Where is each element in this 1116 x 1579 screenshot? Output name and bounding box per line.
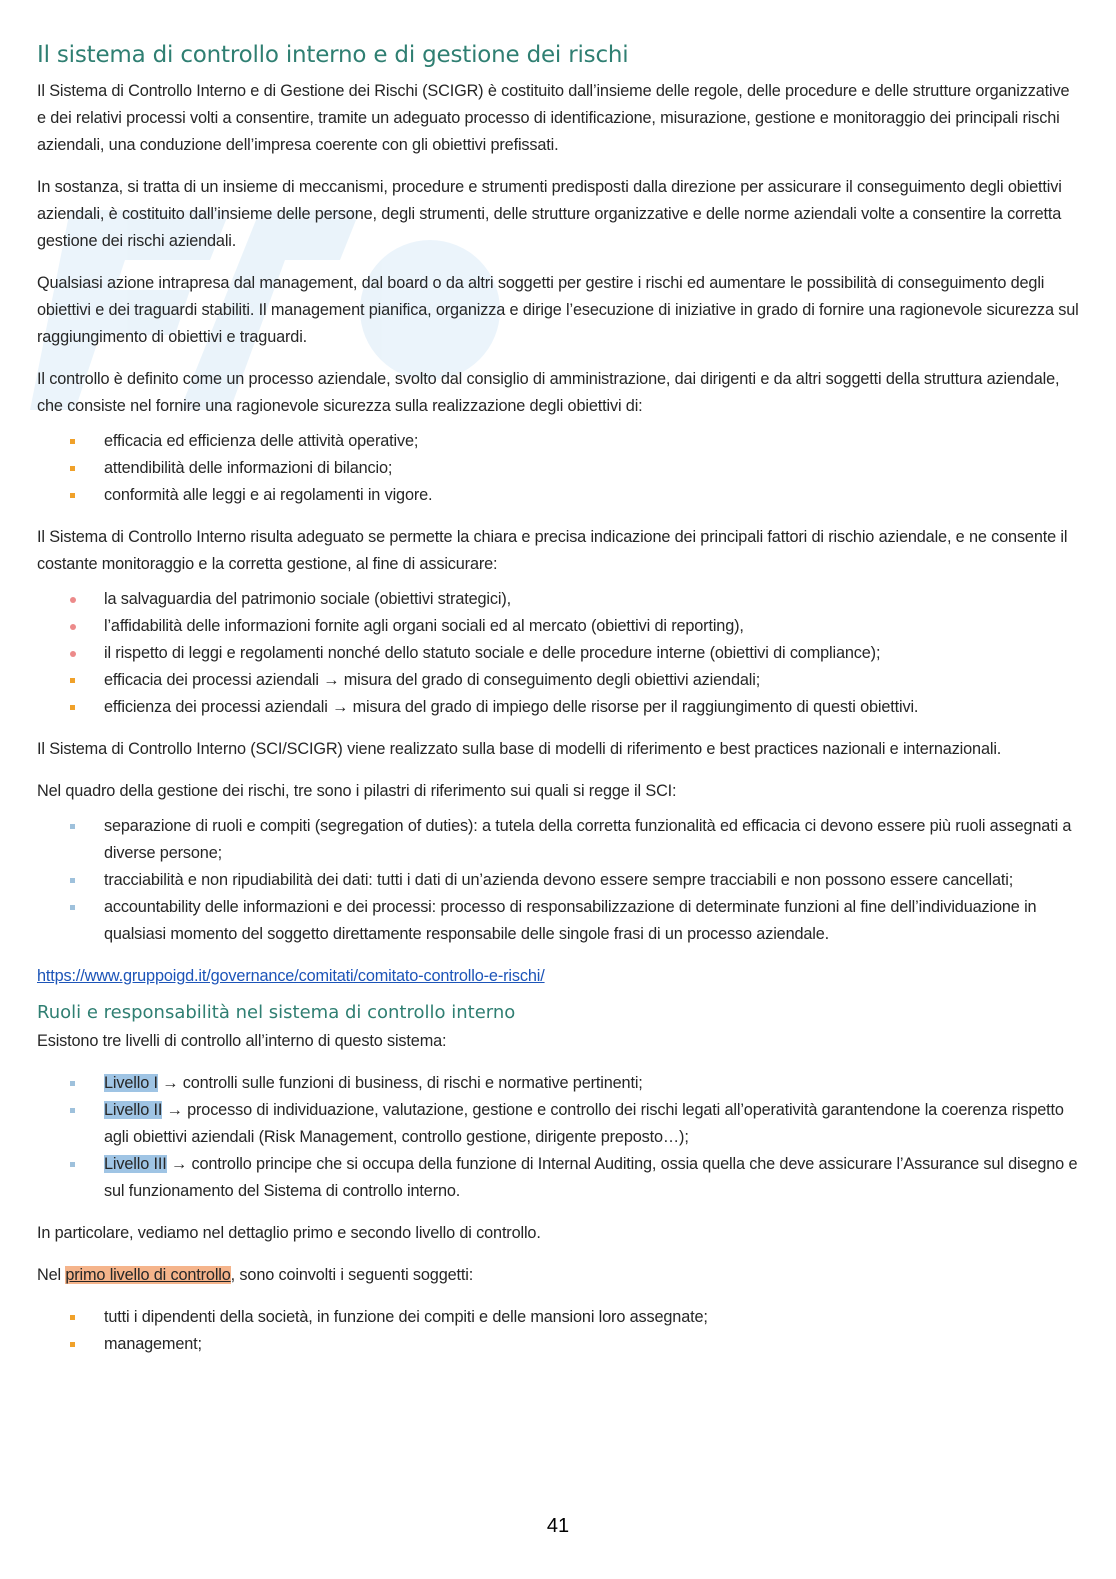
list-item: efficienza dei processi aziendali → misura del grado di impiego delle risorse per il raggiungimento di questi obiettivi.: [37, 694, 1079, 721]
paragraph: Il Sistema di Controllo Interno risulta adeguato se permette la chiara e precisa indicazione dei principali fattori di rischio aziendale, e ne consente il costante monitoraggio e la corretta gestione, al fine di assicurare:: [37, 528, 1068, 573]
list-item: conformità alle leggi e ai regolamenti in vigore.: [37, 482, 1079, 509]
dot-bullet-icon: [70, 624, 76, 630]
list-item: efficacia ed efficienza delle attività operative;: [37, 428, 1079, 455]
square-bullet-icon: [70, 678, 75, 683]
paragraph: In particolare, vediamo nel dettaglio primo e secondo livello di controllo.: [37, 1224, 541, 1242]
paragraph: Qualsiasi azione intrapresa dal management, dal board o da altri soggetti per gestire i rischi ed aumentare le possibilità di conseguimento degli obiettivi e dei traguardi stabiliti. Il management pianifica, organizza e dirige l’esecuzione di iniziative in grado di fornire una ragionevole sicurezza sul raggiungimento di obiettivi e traguardi.: [37, 274, 1079, 346]
paragraph: Il controllo è definito come un processo aziendale, svolto dal consiglio di amministrazione, dai dirigenti e da altri soggetti della struttura aziendale, che consiste nel fornire una ragionevole sicurezza sulla realizzazione degli obiettivi di:: [37, 370, 1060, 415]
square-bullet-icon: [70, 824, 75, 829]
square-bullet-icon: [70, 439, 75, 444]
reference-link[interactable]: https://www.gruppoigd.it/governance/comitati/comitato-controllo-e-rischi/: [37, 967, 545, 985]
dot-bullet-icon: [70, 597, 76, 603]
list-item-level-2: Livello II → processo di individuazione, valutazione, gestione e controllo dei rischi legati all’operatività garantendone la coerenza rispetto agli obiettivi aziendali (Risk Management, controllo gestione, dirigente preposto…);: [37, 1097, 1079, 1151]
dot-bullet-icon: [70, 651, 76, 657]
levels-list: [37, 1070, 1079, 1205]
level-label: Livello I: [104, 1074, 158, 1092]
paragraph: Il Sistema di Controllo Interno (SCI/SCIGR) viene realizzato sulla base di modelli di riferimento e best practices nazionali e internazionali.: [37, 740, 1002, 758]
square-bullet-icon: [70, 1315, 75, 1320]
list-item: attendibilità delle informazioni di bilancio;: [37, 455, 1079, 482]
paragraph: Esistono tre livelli di controllo all’interno di questo sistema:: [37, 1032, 447, 1050]
list-item-level-3: Livello III → controllo principe che si occupa della funzione di Internal Auditing, ossia quella che deve assicurare l’Assurance sul disegno e sul funzionamento del Sistema di controllo interno.: [37, 1151, 1079, 1205]
list-item: l’affidabilità delle informazioni fornite agli organi sociali ed al mercato (obiettivi di reporting),: [37, 613, 1079, 640]
square-bullet-icon: [70, 466, 75, 471]
highlighted-term: primo livello di controllo: [65, 1266, 231, 1284]
list-item-level-1: Livello I → controlli sulle funzioni di business, di rischi e normative pertinenti;: [37, 1070, 1079, 1097]
level-label: Livello II: [104, 1101, 163, 1119]
level-label: Livello III: [104, 1155, 167, 1173]
square-bullet-icon: [70, 1108, 75, 1113]
paragraph: Il Sistema di Controllo Interno e di Gestione dei Rischi (SCIGR) è costituito dall’insieme delle regole, delle procedure e delle strutture organizzative e dei relativi processi volti a consentire, tramite un adeguato processo di identificazione, misurazione, gestione e monitoraggio dei principali rischi aziendali, una conduzione dell’impresa coerente con gli obiettivi prefissati.: [37, 82, 1070, 154]
list-item: tracciabilità e non ripudiabilità dei dati: tutti i dati di un’azienda devono essere sempre tracciabili e non possono essere cancellati;: [37, 867, 1079, 894]
square-bullet-icon: [70, 1081, 75, 1086]
pillars-list: [37, 813, 1079, 948]
paragraph: Nel quadro della gestione dei rischi, tre sono i pilastri di riferimento sui quali si regge il SCI:: [37, 782, 677, 800]
first-level-list: [37, 1304, 1079, 1358]
square-bullet-icon: [70, 878, 75, 883]
page-title: Il sistema di controllo interno e di gestione dei rischi: [37, 42, 629, 68]
paragraph: In sostanza, si tratta di un insieme di meccanismi, procedure e strumenti predisposti dalla direzione per assicurare il conseguimento degli obiettivi aziendali, è costituito dall’insieme delle persone, degli strumenti, delle strutture organizzative e delle norme aziendali volte a consentire la corretta gestione dei rischi aziendali.: [37, 178, 1062, 250]
list-item: il rispetto di leggi e regolamenti nonché dello statuto sociale e delle procedure interne (obiettivi di compliance);: [37, 640, 1079, 667]
section-subtitle: Ruoli e responsabilità nel sistema di controllo interno: [37, 1002, 516, 1023]
list-item: la salvaguardia del patrimonio sociale (obiettivi strategici),: [37, 586, 1079, 613]
square-bullet-icon: [70, 1162, 75, 1167]
square-bullet-icon: [70, 493, 75, 498]
square-bullet-icon: [70, 905, 75, 910]
page-number: 41: [546, 1515, 570, 1537]
list-item: tutti i dipendenti della società, in funzione dei compiti e delle mansioni loro assegnate;: [37, 1304, 1079, 1331]
square-bullet-icon: [70, 1342, 75, 1347]
list-item: accountability delle informazioni e dei processi: processo di responsabilizzazione di determinate funzioni al fine dell’individuazione in qualsiasi momento del soggetto direttamente responsabile delle singole frasi di un processo aziendale.: [37, 894, 1079, 948]
reference-link-paragraph: [37, 963, 1079, 990]
ensure-list: [37, 586, 1079, 721]
objectives-list: [37, 428, 1079, 509]
list-item: separazione di ruoli e compiti (segregation of duties): a tutela della corretta funzionalità ed efficacia ci devono essere più ruoli assegnati a diverse persone;: [37, 813, 1079, 867]
list-item: management;: [37, 1331, 1079, 1358]
document-content: [37, 38, 1079, 1373]
paragraph-first-level: Nel primo livello di controllo, sono coinvolti i seguenti soggetti:: [37, 1266, 474, 1284]
list-item: efficacia dei processi aziendali → misura del grado di conseguimento degli obiettivi aziendali;: [37, 667, 1079, 694]
square-bullet-icon: [70, 705, 75, 710]
